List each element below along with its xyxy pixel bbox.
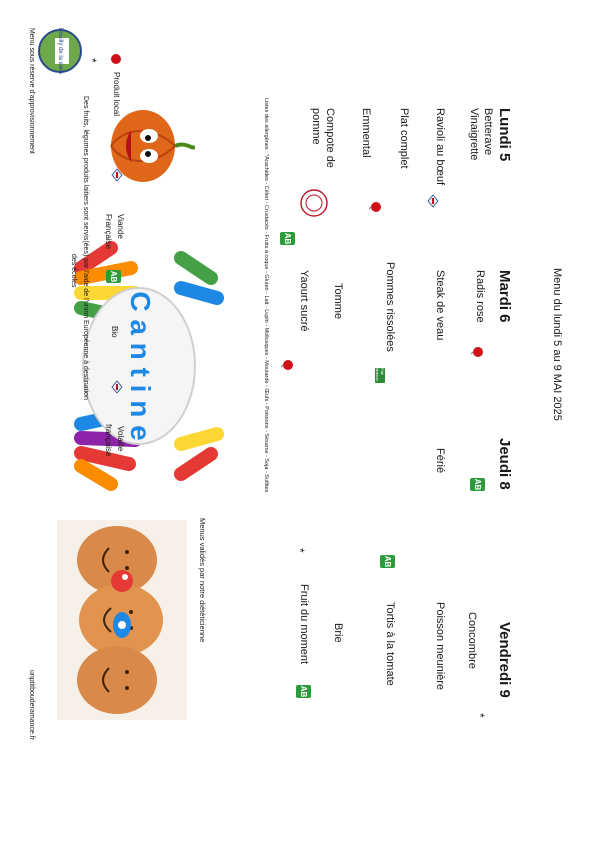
footnote-line-1: Des fruits, légumes produits laitiers sont servis(ées) par l'aide de l'union Européenne à destination (82, 96, 89, 400)
legend-viande: Viande (116, 214, 125, 239)
local-product-pin-icon (369, 200, 383, 214)
lundi-entree-2: Vinaigrette (468, 108, 480, 161)
vendredi-accompagnement: Tortis à la tomate (384, 602, 396, 686)
legend-bio: Bio (110, 326, 119, 338)
day-lundi: Lundi 5 (496, 108, 513, 162)
cantine-text: C a n t i n e (125, 291, 156, 441)
volaille-francaise-icon (111, 380, 123, 394)
day-mardi: Mardi 6 (496, 270, 513, 323)
mardi-accompagnement: Pommes rissolées (384, 262, 396, 352)
viande-francaise-icon (111, 168, 123, 182)
school-logo (37, 28, 83, 74)
dietitian-note: Menus validés par notre diététicienne (198, 518, 207, 643)
bio-icon: AB (296, 685, 311, 698)
bio-icon: AB (380, 555, 395, 568)
legend-volaille-fr: française (104, 424, 113, 457)
vendredi-entree: Concombre (466, 612, 478, 669)
lundi-plat-complet: Plat complet (398, 108, 410, 169)
viande-francaise-icon (427, 194, 439, 208)
legend-francaise: Française (104, 214, 113, 250)
footnote-line-2: des écoles (70, 254, 77, 288)
day-vendredi: Vendredi 9 (496, 622, 513, 698)
vendredi-plat: Poisson meunière (434, 602, 446, 691)
vendredi-fromage: Brie (332, 623, 344, 643)
fait-maison-badge-icon: Fait Maison (375, 368, 385, 383)
lundi-dessert-2: pomme (310, 108, 322, 145)
local-product-pin-icon (471, 345, 485, 359)
legend-local: Produit local (112, 72, 121, 117)
mardi-plat: Steak de veau (434, 270, 446, 341)
menu-title: Menu du lundi 5 au 9 MAI 2025 (551, 268, 563, 421)
jeudi-ferie: Férié (434, 448, 446, 474)
stamp-icon (299, 188, 329, 218)
allergens-list: Listes des allergènes : *Arachides - Céleri - Crustacés - Fruits à coque - Gluten - Lait - Lupin - Mollusques - Moutarde - Œufs - Poissons - Sésame - Soja - Sulfites (263, 98, 269, 493)
local-product-pin-icon (281, 358, 295, 372)
mardi-dessert: Yaourt sucré (298, 270, 310, 332)
day-jeudi: Jeudi 8 (496, 438, 513, 490)
star-marker: * (293, 548, 307, 553)
star-marker: * (85, 58, 99, 63)
local-product-pin-icon (109, 52, 123, 66)
lundi-fromage: Emmental (360, 108, 372, 158)
vendredi-dessert: Fruit du moment (298, 584, 310, 665)
reserve-note: Menu sous réserve d'approvisionnement (28, 28, 35, 154)
logo-text: Bouilly de la sans (57, 28, 63, 74)
lundi-entree: Betterave (482, 108, 494, 156)
lundi-plat: Ravioli au bœuf (434, 108, 446, 186)
mardi-entree: Radis rose (474, 270, 486, 323)
partner-logo-2 (111, 610, 133, 640)
star-marker: * (473, 713, 487, 718)
bio-icon: AB (106, 270, 121, 283)
website-link[interactable]: unptitbouderamance.fr (28, 670, 35, 741)
legend-volaille: Volaille (116, 426, 125, 452)
bio-icon: AB (280, 232, 295, 245)
mardi-fromage: Tomme (332, 283, 344, 320)
partner-logo-1 (109, 566, 135, 596)
bio-icon: AB (470, 478, 485, 491)
lundi-dessert: Compote de (324, 108, 336, 168)
